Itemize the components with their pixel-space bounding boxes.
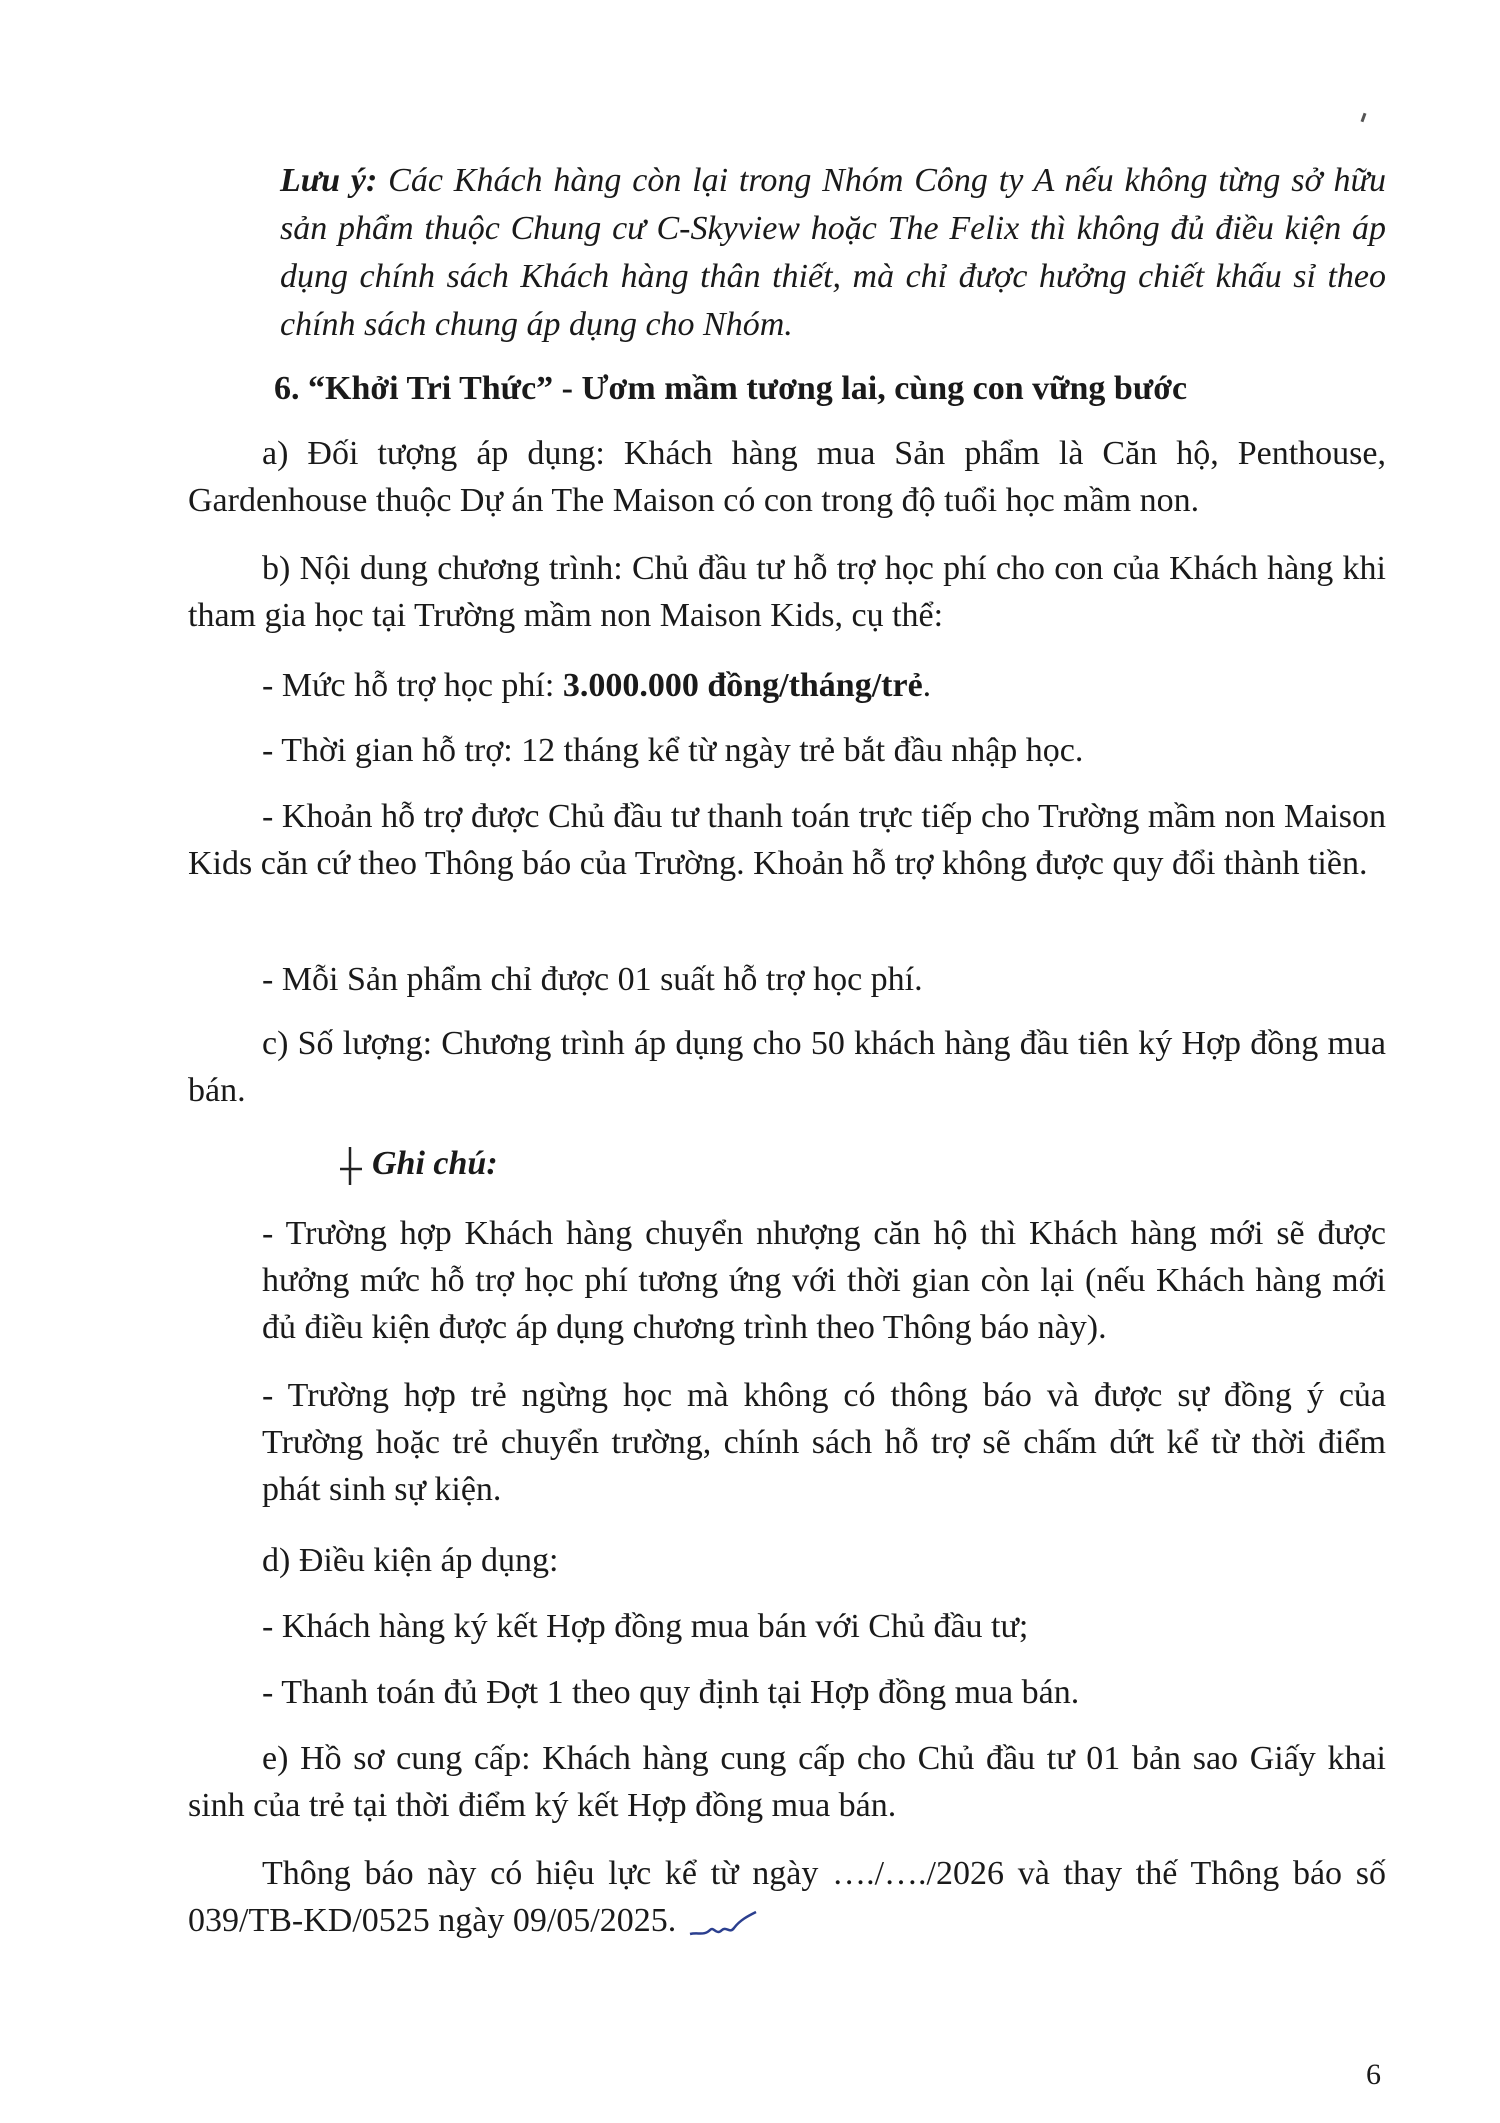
page-number: 6	[1366, 2058, 1381, 2091]
section-heading	[188, 365, 1386, 412]
item-b1	[188, 662, 1386, 709]
ghi-chu-item-1: - Trường hợp Khách hàng chuyển nhượng căn hộ thì Khách hàng mới sẽ được hưởng mức hỗ trợ học phí tương ứng với thời gian còn lại (nếu Khách hàng mới đủ điều kiện được áp dụng chương trình theo Thông báo này).	[262, 1215, 1386, 1346]
tuition-amount: 3.000.000 đồng/tháng/trẻ	[562, 667, 923, 704]
ghi-chu-label: Ghi chú:	[372, 1145, 498, 1182]
section-heading-text: 6. “Khởi Tri Thức” - Ươm mầm tương lai, cùng con vững bước	[274, 370, 1188, 407]
cross-mark-icon	[338, 1145, 364, 1187]
scan-mark	[1361, 113, 1367, 122]
note-label: Lưu ý:	[280, 162, 378, 199]
item-b: b) Nội dung chương trình: Chủ đầu tư hỗ trợ học phí cho con của Khách hàng khi tham gia học tại Trường mầm non Maison Kids, cụ thể:	[188, 550, 1386, 634]
item-c: c) Số lượng: Chương trình áp dụng cho 50 khách hàng đầu tiên ký Hợp đồng mua bán.	[188, 1025, 1386, 1109]
item-b3: - Khoản hỗ trợ được Chủ đầu tư thanh toán trực tiếp cho Trường mầm non Maison Kids căn cứ theo Thông báo của Trường. Khoản hỗ trợ không được quy đổi thành tiền.	[188, 798, 1386, 882]
ghi-chu-item-2: - Trường hợp trẻ ngừng học mà không có thông báo và được sự đồng ý của Trường hoặc trẻ chuyển trường, chính sách hỗ trợ sẽ chấm dứt kể từ thời điểm phát sinh sự kiện.	[262, 1377, 1386, 1508]
item-d1: - Khách hàng ký kết Hợp đồng mua bán với Chủ đầu tư;	[262, 1608, 1029, 1645]
item-b2: - Thời gian hỗ trợ: 12 tháng kể từ ngày trẻ bắt đầu nhập học.	[262, 732, 1084, 769]
initials-signature	[688, 1910, 758, 1949]
note-paragraph	[280, 157, 1386, 349]
item-d2: - Thanh toán đủ Đợt 1 theo quy định tại Hợp đồng mua bán.	[262, 1674, 1080, 1711]
b1-prefix: - Mức hỗ trợ học phí:	[262, 667, 563, 704]
b1-suffix: .	[922, 667, 932, 704]
item-b4: - Mỗi Sản phẩm chỉ được 01 suất hỗ trợ học phí.	[262, 961, 923, 998]
effective-date-paragraph: Thông báo này có hiệu lực kể từ ngày …./…./2026 và thay thế Thông báo số 039/TB-KD/0525 ngày 09/05/2025.	[188, 1855, 1386, 1939]
item-e: e) Hồ sơ cung cấp: Khách hàng cung cấp cho Chủ đầu tư 01 bản sao Giấy khai sinh của trẻ tại thời điểm ký kết Hợp đồng mua bán.	[188, 1740, 1386, 1824]
item-d: d) Điều kiện áp dụng:	[262, 1542, 559, 1579]
item-a: a) Đối tượng áp dụng: Khách hàng mua Sản phẩm là Căn hộ, Penthouse, Gardenhouse thuộc Dự án The Maison có con trong độ tuổi học mầm non.	[188, 435, 1386, 519]
note-text: Các Khách hàng còn lại trong Nhóm Công ty A nếu không từng sở hữu sản phẩm thuộc Chung cư C-Skyview hoặc The Felix thì không đủ điều kiện áp dụng chính sách Khách hàng thân thiết, mà chỉ được hưởng chiết khấu sỉ theo chính sách chung áp dụng cho Nhóm.	[280, 162, 1386, 343]
